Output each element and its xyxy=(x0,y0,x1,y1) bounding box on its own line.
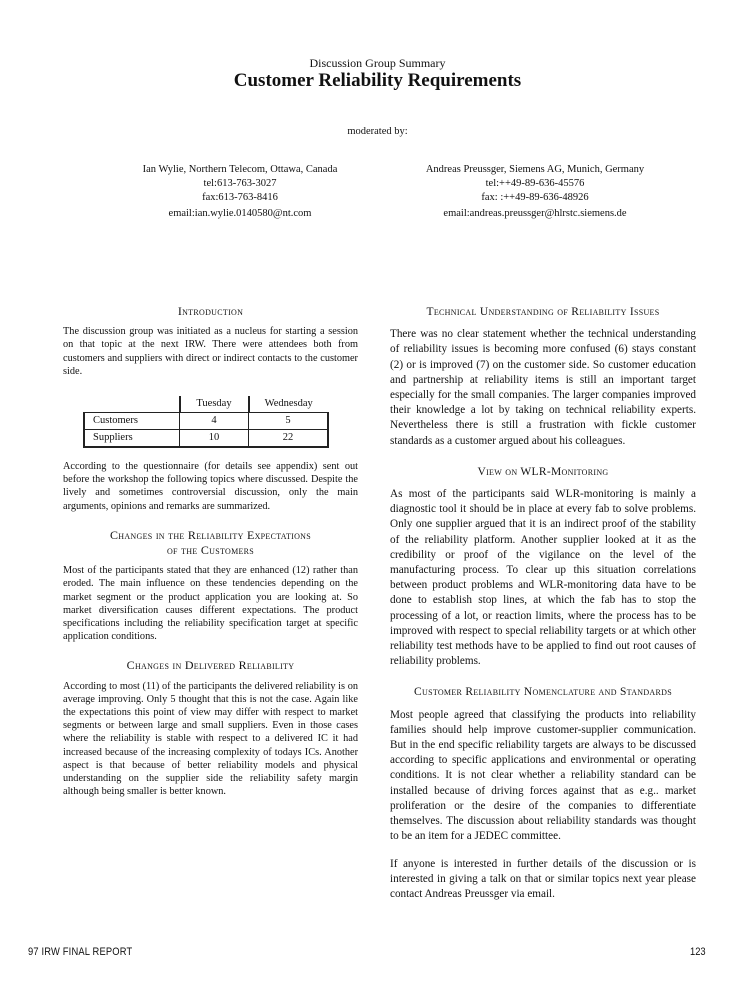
document-subtitle: Discussion Group Summary xyxy=(309,56,446,70)
attendance-table xyxy=(83,396,329,448)
delivered-reliability-paragraph: According to most (11) of the participants the delivered reliability is on average improving. Only 5 thought that this is not the case. Again like the expectations this point of view may differ with respect to market segments or between large and small suppliers. Even in those cases where the reliability is stable with respect to a delivered IC it had increased because of the increasing complexity of todays ICs. Another aspect is that because of better reliability models and physical understanding on the supplier side the reliability safety margin although being smaller is better known. xyxy=(63,680,358,798)
moderated-by-label: moderated by: xyxy=(347,126,408,137)
moderator-name: Ian Wylie, Northern Telecom, Ottawa, Canada xyxy=(142,164,338,175)
section-heading-expectations-line1: Changes in the Reliability Expectations xyxy=(109,527,312,542)
table-header-tuesday: Tuesday xyxy=(180,396,249,413)
moderator-contact-2 xyxy=(390,163,680,221)
table-row xyxy=(84,413,328,430)
section-heading-delivered-reliability: Changes in Delivered Reliability xyxy=(126,658,295,673)
table-row xyxy=(84,430,328,448)
table-header-empty xyxy=(84,396,180,413)
moderator-contact-1 xyxy=(100,163,380,221)
document-title: Customer Reliability Requirements xyxy=(233,70,522,91)
table-cell-wednesday: 22 xyxy=(249,430,329,448)
moderator-fax: fax: :++49-89-636-48926 xyxy=(481,192,589,203)
expectations-paragraph: Most of the participants stated that they are enhanced (12) rather than eroded. The main influence on these tendencies depending on the market segment or the product application you are looking at. So market diversification causes different expectations. The product specifications including the reliability specification target at specific application conditions. xyxy=(63,565,358,643)
table-header-row xyxy=(84,396,328,413)
section-heading-nomenclature: Customer Reliability Nomenclature and Standards xyxy=(414,686,672,699)
moderator-tel: tel:613-763-3027 xyxy=(203,178,277,189)
table-header-wednesday: Wednesday xyxy=(249,396,329,413)
section-heading-expectations-line2: of the Customers xyxy=(166,543,255,558)
introduction-paragraph: The discussion group was initiated as a nucleus for starting a session on that topic at the next IRW. There were attendees both from customers and suppliers with direct or indirect contacts to the customer side. xyxy=(63,326,358,377)
moderator-fax: fax:613-763-8416 xyxy=(202,192,278,203)
table-cell-wednesday: 5 xyxy=(249,413,329,430)
moderator-email: email:ian.wylie.0140580@nt.com xyxy=(168,208,312,219)
left-column xyxy=(63,305,358,798)
section-heading-introduction: Introduction xyxy=(177,304,244,318)
contact-paragraph: If anyone is interested in further details of the discussion or is interested in giving a talk on that or similar topics next year please contact Andreas Preussger via email. xyxy=(390,857,696,900)
footer-page-number: 123 xyxy=(690,946,706,958)
right-column xyxy=(390,305,696,902)
questionnaire-paragraph: According to the questionnaire (for details see appendix) sent out before the workshop the following topics where discussed. Despite the lively and sometimes controversial discussion, only the main arguments, opinions and remarks are summarized. xyxy=(63,461,358,512)
table-cell-tuesday: 4 xyxy=(180,413,249,430)
moderator-name: Andreas Preussger, Siemens AG, Munich, Germany xyxy=(425,164,645,175)
wlr-monitoring-paragraph: As most of the participants said WLR-monitoring is mainly a diagnostic tool it should be in place at every fab to solve problems. Only one supplier argued that it is an indirect proof of the stability of the reliability platform. Another supplier looked at it as the credibility or proof of the vigilance on the level of the manufacturing process. To clear up this situation correlations between product problems and WLR-monitoring data have to be done to establish stop lines, at which the fab has to stop the processing of a lot, or reaction limits, where the process has to be improved with respect to special reliability targets or at which other reliability test methods have to be applied to find out root causes of reliability problems. xyxy=(390,488,696,668)
technical-understanding-paragraph: There was no clear statement whether the technical understanding of reliability issues is becoming more confused (6) stays constant (2) or is improved (7) on the customer side. So customer education and partnership at reliability items is still an important target especially for the small companies. The larger companies improved their knowledge a lot by taking on technical reliability experts. Nevertheless there is still a frustration with fickle customer standards as a customer argued about his colleagues. xyxy=(390,328,696,447)
section-heading-wlr-monitoring: View on WLR-Monitoring xyxy=(477,465,609,478)
table-row-label: Customers xyxy=(84,413,180,430)
footer-report-name: 97 IRW FINAL REPORT xyxy=(28,946,133,958)
table-cell-tuesday: 10 xyxy=(180,430,249,448)
moderator-tel: tel:++49-89-636-45576 xyxy=(485,178,585,189)
moderator-email: email:andreas.preussger@hlrstc.siemens.de xyxy=(443,208,627,219)
nomenclature-paragraph: Most people agreed that classifying the products into reliability families should help improve customer-supplier communication. But in the end specific reliability targets are always to be discussed according to specific applications and environmental or operating conditions. It is not clear whether a reliability standard can be installed because of driving forces against that as e.g.. market proliferation or the desire of the companies to differentiate themselves. The discussion about reliability standards was thought to be an item for a JEDEC committee. xyxy=(390,708,696,843)
section-heading-technical-understanding: Technical Understanding of Reliability Issues xyxy=(426,306,660,318)
table-row-label: Suppliers xyxy=(84,430,180,448)
